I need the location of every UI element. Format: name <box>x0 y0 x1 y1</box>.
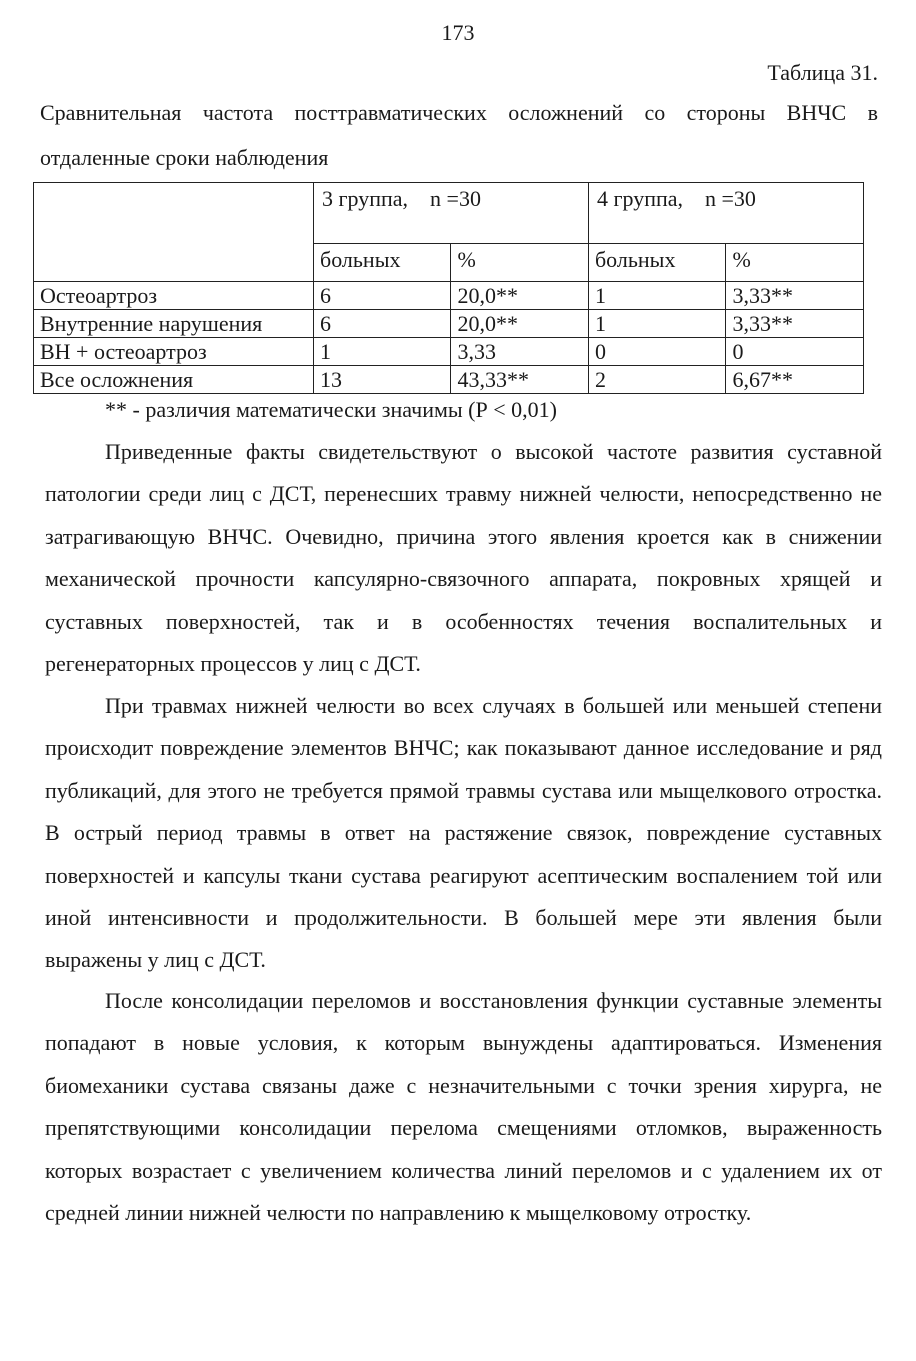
table-label: Таблица 31. <box>767 60 878 85</box>
table-row <box>34 282 864 310</box>
table-group-header-row <box>34 183 864 244</box>
table-cell: 6 <box>314 310 451 338</box>
page-number: 173 <box>441 20 475 45</box>
table-caption-line-1: Сравнительная частота посттравматических осложнений со стороны ВНЧС в <box>40 100 878 125</box>
table-row <box>34 366 864 394</box>
table-footnote: ** - различия математически значимы (Р < 0,01) <box>105 397 557 422</box>
table-row <box>34 310 864 338</box>
group-3-header: 3 группа, n =30 <box>314 183 589 244</box>
complications-table <box>33 182 864 394</box>
subheader-patients-g4: больных <box>588 244 725 282</box>
body-paragraph-3: После консолидации переломов и восстановления функции суставные элементы попадают в новые условия, к которым вынуждены адаптироваться. Изменения биомеханики сустава связаны даже с незначительными с точки зрения хирурга, не препятствующими консолидации перелома смещениями отломков, выраженность которых возрастает с увеличением количества линий переломов и с удалением их от средней линии нижней челюсти по направлению к мыщелковому отростку. <box>45 988 882 1226</box>
table-corner-cell <box>34 183 314 282</box>
table-cell: 13 <box>314 366 451 394</box>
subheader-percent-g4: % <box>726 244 864 282</box>
table-cell: 6,67** <box>726 366 864 394</box>
body-paragraph-2: При травмах нижней челюсти во всех случаях в большей или меньшей степени происходит повреждение элементов ВНЧС; как показывают данное исследование и ряд публикаций, для этого не требуется прямой травмы сустава или мыщелкового отростка. В острый период травмы в ответ на растяжение связок, повреждение суставных поверхностей и капсулы ткани сустава реагируют асептическим воспалением той или иной интенсивности и продолжительности. В большей мере эти явления были выражены у лиц с ДСТ. <box>45 693 882 973</box>
row-label: Все осложнения <box>34 366 314 394</box>
subheader-patients-g3: больных <box>314 244 451 282</box>
table-caption-line-2: отдаленные сроки наблюдения <box>40 145 329 170</box>
table-cell: 20,0** <box>451 310 588 338</box>
row-label: ВН + остеоартроз <box>34 338 314 366</box>
table-cell: 1 <box>314 338 451 366</box>
row-label: Остеоартроз <box>34 282 314 310</box>
group-4-header: 4 группа, n =30 <box>588 183 863 244</box>
table-cell: 0 <box>588 338 725 366</box>
table-cell: 3,33** <box>726 310 864 338</box>
table-cell: 6 <box>314 282 451 310</box>
row-label: Внутренние нарушения <box>34 310 314 338</box>
table-cell: 20,0** <box>451 282 588 310</box>
table-row <box>34 338 864 366</box>
table-cell: 3,33** <box>726 282 864 310</box>
body-paragraph-1: Приведенные факты свидетельствуют о высокой частоте развития суставной патологии среди лиц с ДСТ, перенесших травму нижней челюсти, непосредственно не затрагивающую ВНЧС. Очевидно, причина этого явления кроется как в снижении механической прочности капсулярно-связочного аппарата, покровных хрящей и суставных поверхностей, так и в особенностях течения воспалительных и регенераторных процессов у лиц с ДСТ. <box>45 439 882 677</box>
table-cell: 1 <box>588 282 725 310</box>
table-cell: 3,33 <box>451 338 588 366</box>
subheader-percent-g3: % <box>451 244 588 282</box>
table-cell: 1 <box>588 310 725 338</box>
table-cell: 43,33** <box>451 366 588 394</box>
table-cell: 0 <box>726 338 864 366</box>
table-cell: 2 <box>588 366 725 394</box>
